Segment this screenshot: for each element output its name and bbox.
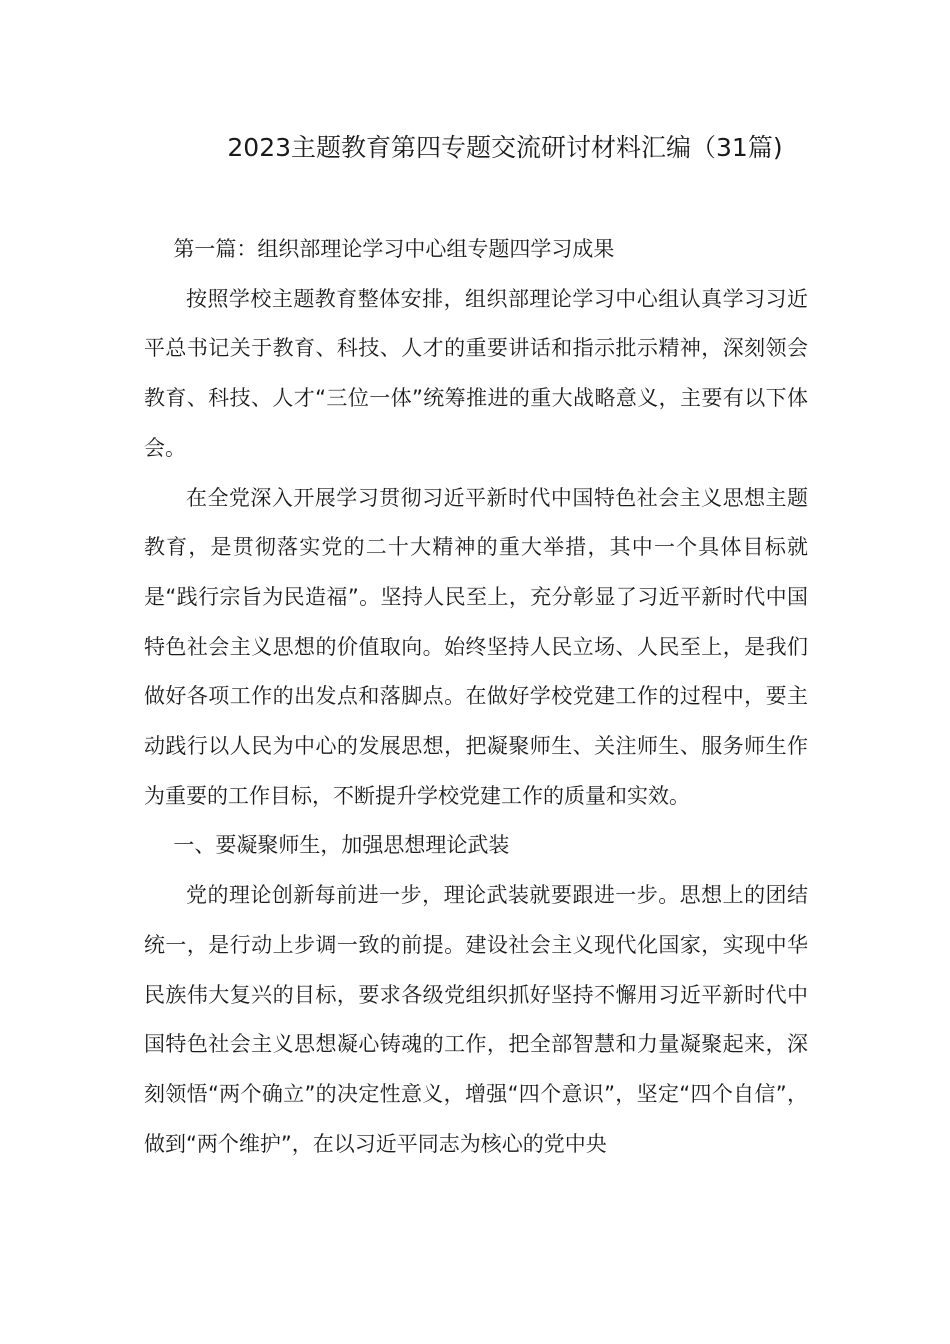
chapter-heading: 第一篇：组织部理论学习中心组专题四学习成果 — [173, 237, 615, 261]
paragraph: 党的理论创新每前进一步，理论武装就要跟进一步。思想上的团结统一，是行动上步调一致的前提。建设社会主义现代化国家，实现中华民族伟大复兴的目标，要求各级党组织抓好坚持不懈用习近平新时代中国特色社会主义思想凝心铸魂的工作，把全部智慧和力量凝聚起来，深刻领悟“两个确立”的决定性意义，增强“四个意识”，坚定“四个自信”，做到“两个维护”，在以习近平同志为核心的党中央 — [144, 883, 808, 1156]
section-heading: 一、要凝聚师生，加强思想理论武装 — [173, 833, 510, 858]
paragraph: 按照学校主题教育整体安排，组织部理论学习中心组认真学习习近平总书记关于教育、科技、人才的重要讲话和指示批示精神，深刻领会教育、科技、人才“三位一体”统筹推进的重大战略意义，主要有以下体会。 — [144, 286, 808, 460]
document-body — [144, 225, 808, 1169]
paragraph: 在全党深入开展学习贯彻习近平新时代中国特色社会主义思想主题教育，是贯彻落实党的二十大精神的重大举措，其中一个具体目标就是“践行宗旨为民造福”。坚持人民至上，充分彰显了习近平新时代中国特色社会主义思想的价值取向。始终坚持人民立场、人民至上，是我们做好各项工作的出发点和落脚点。在做好学校党建工作的过程中，要主动践行以人民为中心的发展思想，把凝聚师生、关注师生、服务师生作为重要的工作目标，不断提升学校党建工作的质量和实效。 — [144, 485, 808, 808]
document-title: 2023主题教育第四专题交流研讨材料汇编（31篇) — [227, 133, 783, 162]
